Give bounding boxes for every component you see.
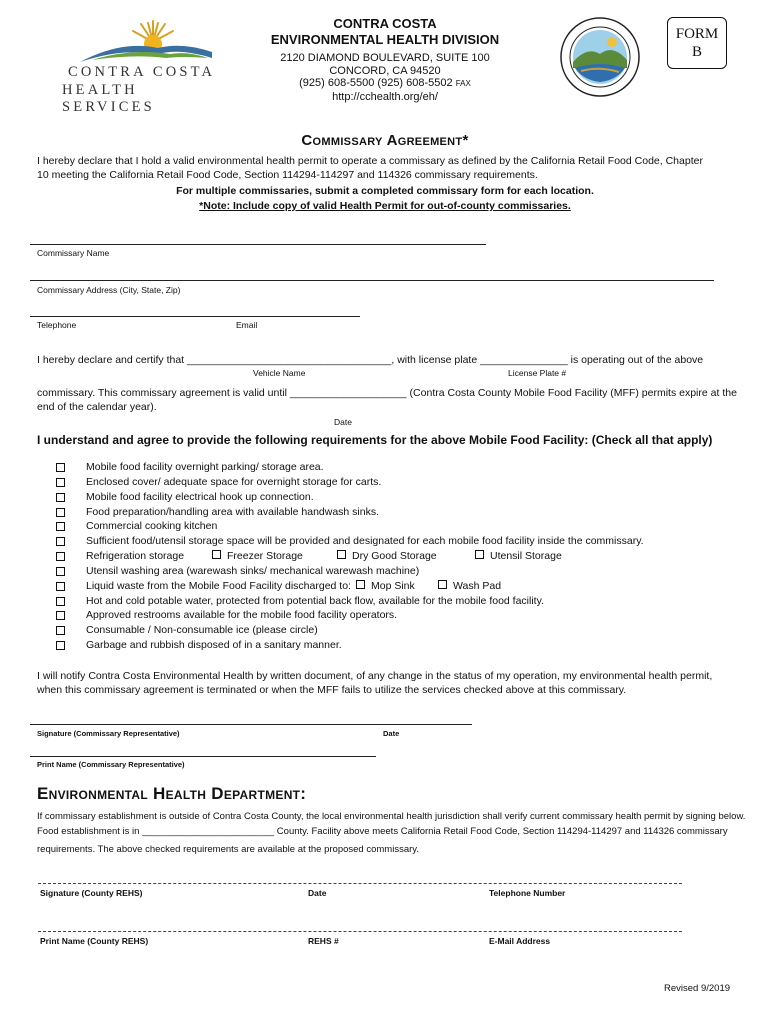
checkbox[interactable] [56, 508, 65, 517]
commissary-print-name-label: Print Name (Commissary Representative) [37, 760, 185, 769]
ehd-text3: requirements. The above checked requirements are available at the proposed commissary. [37, 844, 419, 855]
list-item [56, 638, 746, 653]
checkbox[interactable] [356, 580, 365, 589]
mop-sink-option [356, 579, 415, 593]
certify-date-label: Date [334, 417, 352, 427]
telephone-label: Telephone [37, 320, 77, 330]
list-item [56, 519, 746, 534]
rehs-signature-line[interactable] [38, 883, 682, 884]
requirement-label: Hot and cold potable water, protected from potential back flow, available for the mobile food facility. [86, 594, 544, 607]
header-fax-label: FAX [455, 79, 471, 88]
form-badge [667, 17, 727, 69]
dry-good-storage-option [337, 549, 437, 563]
commissary-signature-label: Signature (Commissary Representative) [37, 729, 180, 738]
liquid-waste-label: Liquid waste from the Mobile Food Facility discharged to: [86, 579, 351, 592]
form-label: FORM [675, 26, 719, 42]
rehs-number-label: REHS # [308, 936, 339, 946]
header-block [245, 16, 525, 103]
requirement-label: Sufficient food/utensil storage space will be provided and designated for each mobile food facility inside the commissary. [86, 535, 644, 548]
rehs-date-label: Date [308, 888, 327, 898]
logo-line2: HEALTH SERVICES [62, 82, 155, 115]
commissary-name-line[interactable] [30, 244, 486, 245]
ehd-text1: If commissary establishment is outside of Contra Costa County, the local environmental health jurisdiction shall verify current commissary health permit by signing below. [37, 811, 746, 822]
requirement-label [86, 579, 502, 593]
list-item [56, 460, 746, 475]
rehs-print-name-label: Print Name (County REHS) [40, 936, 149, 946]
list-item [56, 594, 746, 609]
requirement-label: Utensil washing area (warewash sinks/ mechanical warewash machine) [86, 564, 420, 577]
commissary-print-name-line[interactable] [30, 756, 376, 757]
email-label: Email [236, 320, 258, 330]
list-item [56, 534, 746, 549]
ehd-title: Environmental Health Department: [37, 784, 307, 803]
requirements-checklist [56, 460, 746, 653]
option-label: Dry Good Storage [352, 550, 437, 563]
health-permit-note: *Note: Include copy of valid Health Permit for out-of-county commissaries. [199, 200, 571, 212]
commissary-address-line[interactable] [30, 280, 714, 281]
checkbox[interactable] [337, 550, 346, 559]
checkbox[interactable] [475, 550, 484, 559]
requirement-label: Consumable / Non-consumable ice (please circle) [86, 624, 318, 637]
county-seal-icon [559, 16, 641, 98]
requirements-heading: I understand and agree to provide the following requirements for the above Mobile Food Facility: (Check all that apply) [37, 433, 713, 447]
commissary-signature-line[interactable] [30, 724, 472, 725]
header-phone-line [245, 77, 525, 91]
checkbox[interactable] [56, 567, 65, 576]
list-item [56, 579, 746, 594]
rehs-telephone-label: Telephone Number [489, 888, 566, 898]
logo-line1: CONTRA COSTA [68, 64, 216, 80]
checkbox[interactable] [56, 597, 65, 606]
requirement-label: Garbage and rubbish disposed of in a sanitary manner. [86, 639, 342, 652]
requirement-label: Food preparation/handling area with available handwash sinks. [86, 505, 380, 518]
notify-statement: I will notify Contra Costa Environmental Health by written document, of any change in the status of my operation, my environmental health permit, when this commissary agreement is terminated or when the MFF fails to utilize the services checked above at this commissary. [37, 670, 713, 696]
checkbox[interactable] [212, 550, 221, 559]
commissary-name-label: Commissary Name [37, 248, 110, 258]
list-item [56, 564, 746, 579]
checkbox[interactable] [438, 580, 447, 589]
multiple-commissaries-note: For multiple commissaries, submit a completed commissary form for each location. [176, 185, 594, 197]
checkbox[interactable] [56, 493, 65, 502]
list-item [56, 608, 746, 623]
requirement-label: Approved restrooms available for the mobile food facility operators. [86, 609, 398, 622]
form-letter: B [691, 44, 702, 60]
revised-date: Revised 9/2019 [664, 983, 731, 994]
commissary-address-label: Commissary Address (City, State, Zip) [37, 285, 181, 295]
vehicle-name-label: Vehicle Name [253, 368, 306, 378]
requirement-label [86, 549, 562, 563]
telephone-email-line[interactable] [30, 316, 360, 317]
rehs-print-name-line[interactable] [38, 931, 682, 932]
checkbox[interactable] [56, 463, 65, 472]
checkbox[interactable] [56, 478, 65, 487]
option-label: Utensil Storage [490, 550, 562, 563]
header-phone: (925) 608-5500 (925) 608-5502 [299, 77, 453, 89]
checkbox[interactable] [56, 537, 65, 546]
rehs-signature-label: Signature (County REHS) [40, 888, 143, 898]
requirement-label: Mobile food facility overnight parking/ storage area. [86, 461, 324, 473]
option-label: Freezer Storage [227, 550, 303, 563]
cchs-logo [62, 18, 224, 115]
wash-pad-option [438, 579, 501, 593]
county-seal [559, 16, 641, 98]
option-label: Wash Pad [453, 579, 502, 592]
checkbox[interactable] [56, 552, 65, 561]
header-address-line2: CONCORD, CA 94520 [329, 64, 441, 77]
list-item [56, 475, 746, 490]
list-item [56, 623, 746, 638]
commissary-date-label: Date [383, 729, 400, 738]
license-plate-label: License Plate # [508, 368, 567, 378]
requirement-label: Commercial cooking kitchen [86, 520, 218, 533]
checkbox[interactable] [56, 582, 65, 591]
requirement-label: Enclosed cover/ adequate space for overnight storage for carts. [86, 475, 382, 488]
agreement-title: Commissary Agreement* [301, 132, 469, 149]
certify-line2: commissary. This commissary agreement is valid until ____________________ (Contra Costa County Mobile Food Facility (MFF) permits expire at the end of the calendar year). [37, 387, 737, 413]
header-url: http://cchealth.org/eh/ [332, 90, 438, 103]
agreement-declaration: I hereby declare that I hold a valid environmental health permit to operate a commissary as defined by the California Retail Food Code, Chapter 10 meeting the California Retail Food Code, Section 114294-114297 and 114326 commissary requirements. [37, 155, 703, 181]
ehd-text2: Food establishment is in _________________________ County. Facility above meets California Retail Food Code, Section 114294-114297 and 114326 commissary [37, 826, 728, 837]
list-item [56, 549, 746, 564]
refrigeration-storage-label: Refrigeration storage [86, 550, 185, 563]
checkbox[interactable] [56, 641, 65, 650]
checkbox[interactable] [56, 522, 65, 531]
header-address-line1: 2120 DIAMOND BOULEVARD, SUITE 100 [280, 52, 490, 64]
requirement-label: Mobile food facility electrical hook up connection. [86, 490, 314, 503]
list-item [56, 505, 746, 520]
option-label: Mop Sink [371, 579, 415, 592]
checkbox[interactable] [56, 611, 65, 620]
checkbox[interactable] [56, 626, 65, 635]
certify-line1: I hereby declare and certify that ___________________________________, with license plate _______________ is operating out of the above [37, 354, 704, 366]
rehs-email-label: E-Mail Address [489, 936, 551, 946]
freezer-storage-option [212, 549, 303, 563]
list-item [56, 490, 746, 505]
header-title-line1: CONTRA COSTA [333, 16, 437, 31]
mountain-sun-icon [62, 18, 224, 64]
utensil-storage-option [475, 549, 562, 563]
header-title-line2: ENVIRONMENTAL HEALTH DIVISION [270, 32, 500, 47]
